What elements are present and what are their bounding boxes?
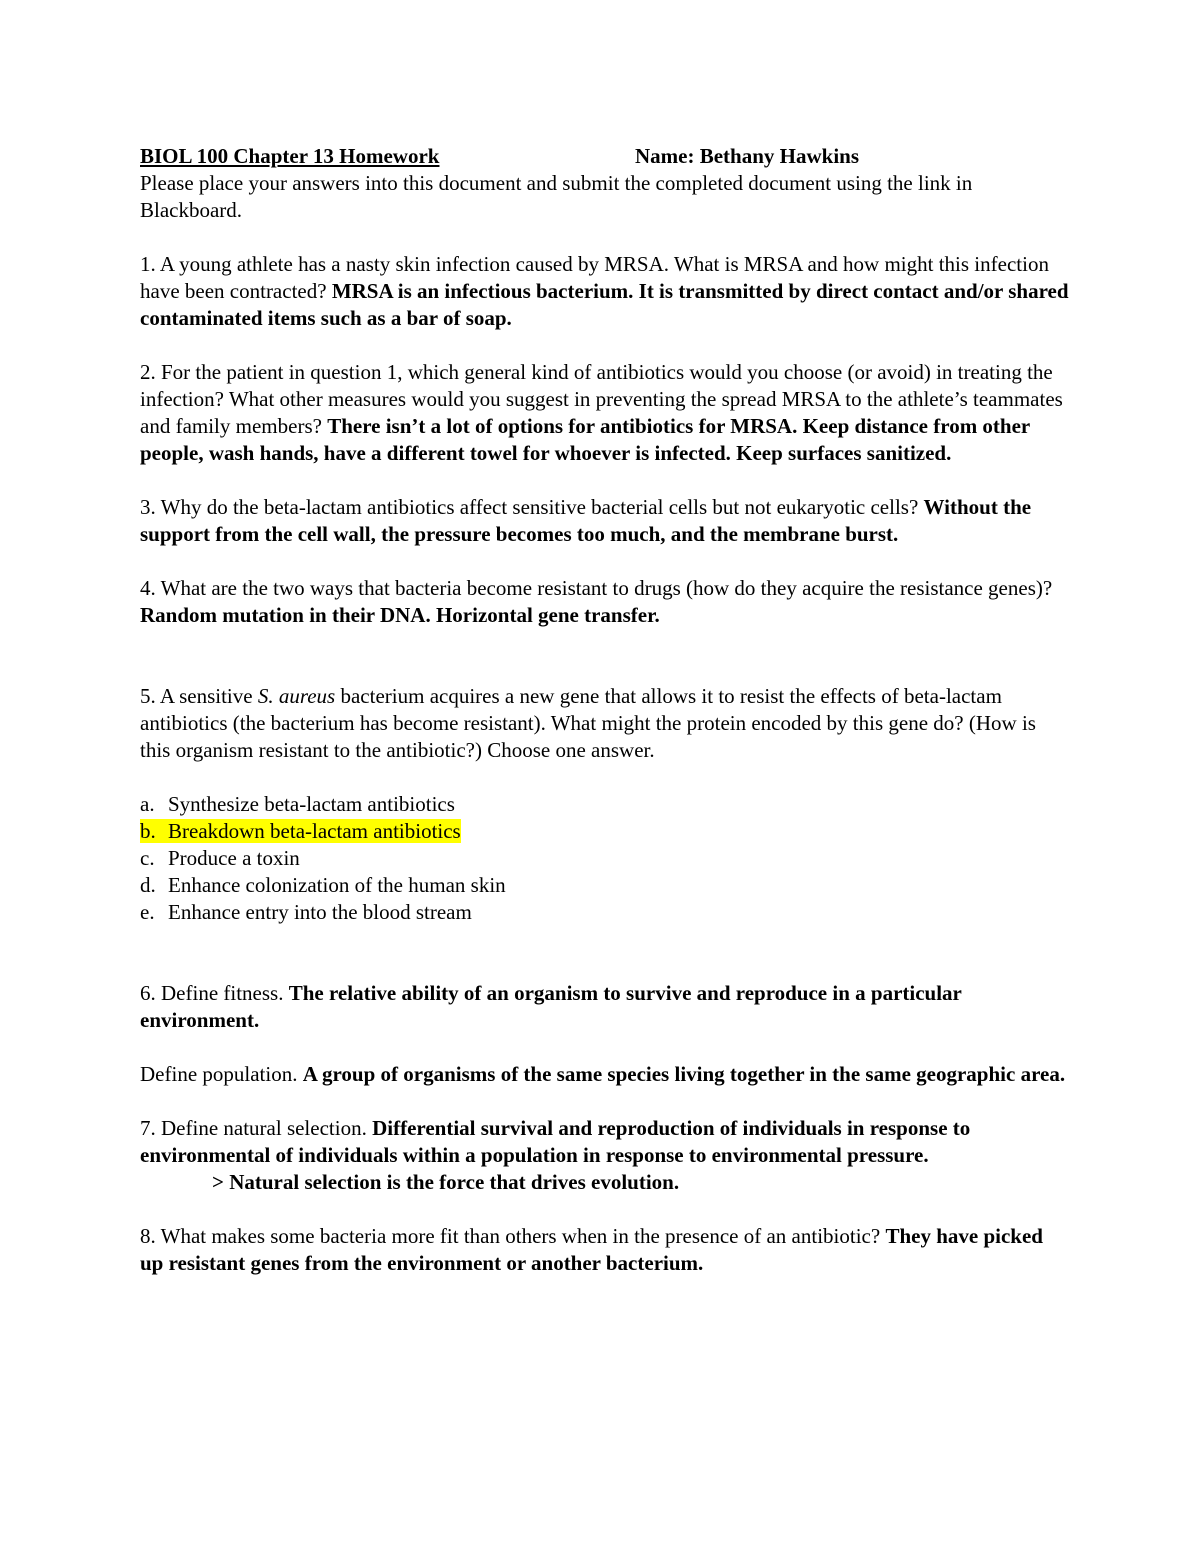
answer-3: Without the support from the cell wall, the pressure becomes too much, and the membrane burst. <box>140 495 1032 546</box>
question-2 <box>140 359 1070 467</box>
answer-7-note: > Natural selection is the force that drives evolution. <box>212 1170 680 1194</box>
question-8 <box>140 1223 1070 1277</box>
choice-letter: d. <box>140 873 156 897</box>
document-header <box>140 143 1070 170</box>
question-6 <box>140 980 1070 1034</box>
choice-letter: e. <box>140 900 155 924</box>
choice-text: Synthesize beta-lactam antibiotics <box>168 792 455 816</box>
question-5-text-pre: 5. A sensitive <box>140 684 258 708</box>
choice-a <box>140 791 1070 818</box>
question-8-text: 8. What makes some bacteria more fit than others when in the presence of an antibiotic? <box>140 1224 881 1248</box>
instructions: Please place your answers into this document and submit the completed document using the link in Blackboard. <box>140 171 973 222</box>
question-4 <box>140 575 1070 629</box>
choice-text: Enhance colonization of the human skin <box>168 873 506 897</box>
question-4-text: 4. What are the two ways that bacteria become resistant to drugs (how do they acquire the resistance genes)? <box>140 576 1053 600</box>
choice-text: Enhance entry into the blood stream <box>168 900 472 924</box>
choice-letter: a. <box>140 792 155 816</box>
choice-letter: c. <box>140 846 155 870</box>
answer-7: Differential survival and reproduction of individuals in response to environmental of individuals within a population in response to environmental pressure. <box>140 1116 971 1167</box>
question-7 <box>140 1115 1070 1169</box>
question-2-text: 2. For the patient in question 1, which general kind of antibiotics would you choose (or avoid) in treating the infection? What other measures would you suggest in preventing the spread MRSA to the athlete’s teammates and family members? <box>140 360 1063 438</box>
answer-choices <box>140 791 1070 926</box>
question-6b <box>140 1061 1070 1088</box>
question-6-text: 6. Define fitness. <box>140 981 284 1005</box>
answer-6: The relative ability of an organism to survive and reproduce in a particular environment. <box>140 981 962 1032</box>
choice-c <box>140 845 1070 872</box>
choice-b-selected <box>140 818 1070 845</box>
question-5 <box>140 683 1070 764</box>
question-3 <box>140 494 1070 548</box>
species-name: S. aureus <box>257 684 336 708</box>
question-3-text: 3. Why do the beta-lactam antibiotics affect sensitive bacterial cells but not eukaryotic cells? <box>140 495 919 519</box>
question-1 <box>140 251 1070 332</box>
question-6b-text: Define population. <box>140 1062 298 1086</box>
choice-e <box>140 899 1070 926</box>
answer-7-note-line <box>140 1169 1070 1196</box>
choice-text: Breakdown beta-lactam antibiotics <box>168 819 461 843</box>
answer-8: They have picked up resistant genes from the environment or another bacterium. <box>140 1224 1043 1275</box>
student-name: Name: Bethany Hawkins <box>635 144 860 168</box>
answer-1: MRSA is an infectious bacterium. It is transmitted by direct contact and/or shared contaminated items such as a bar of soap. <box>140 279 1069 330</box>
answer-2: There isn’t a lot of options for antibiotics for MRSA. Keep distance from other people, wash hands, have a different towel for whoever is infected. Keep surfaces sanitized. <box>140 414 1030 465</box>
highlighted-answer <box>140 819 461 843</box>
answer-4: Random mutation in their DNA. Horizontal gene transfer. <box>140 603 660 627</box>
choice-d <box>140 872 1070 899</box>
homework-page <box>140 143 1070 1277</box>
choice-text: Produce a toxin <box>168 846 300 870</box>
question-1-text: 1. A young athlete has a nasty skin infection caused by MRSA. What is MRSA and how might this infection have been contracted? <box>140 252 1049 303</box>
question-5-text-post: bacterium acquires a new gene that allows it to resist the effects of beta-lactam antibiotics (the bacterium has become resistant). What might the protein encoded by this gene do? (How is this organism resistant to the antibiotic?) Choose one answer. <box>140 684 1036 762</box>
answer-6b: A group of organisms of the same species living together in the same geographic area. <box>302 1062 1066 1086</box>
document-title: BIOL 100 Chapter 13 Homework <box>140 144 440 168</box>
choice-letter: b. <box>140 819 156 843</box>
question-7-text: 7. Define natural selection. <box>140 1116 367 1140</box>
